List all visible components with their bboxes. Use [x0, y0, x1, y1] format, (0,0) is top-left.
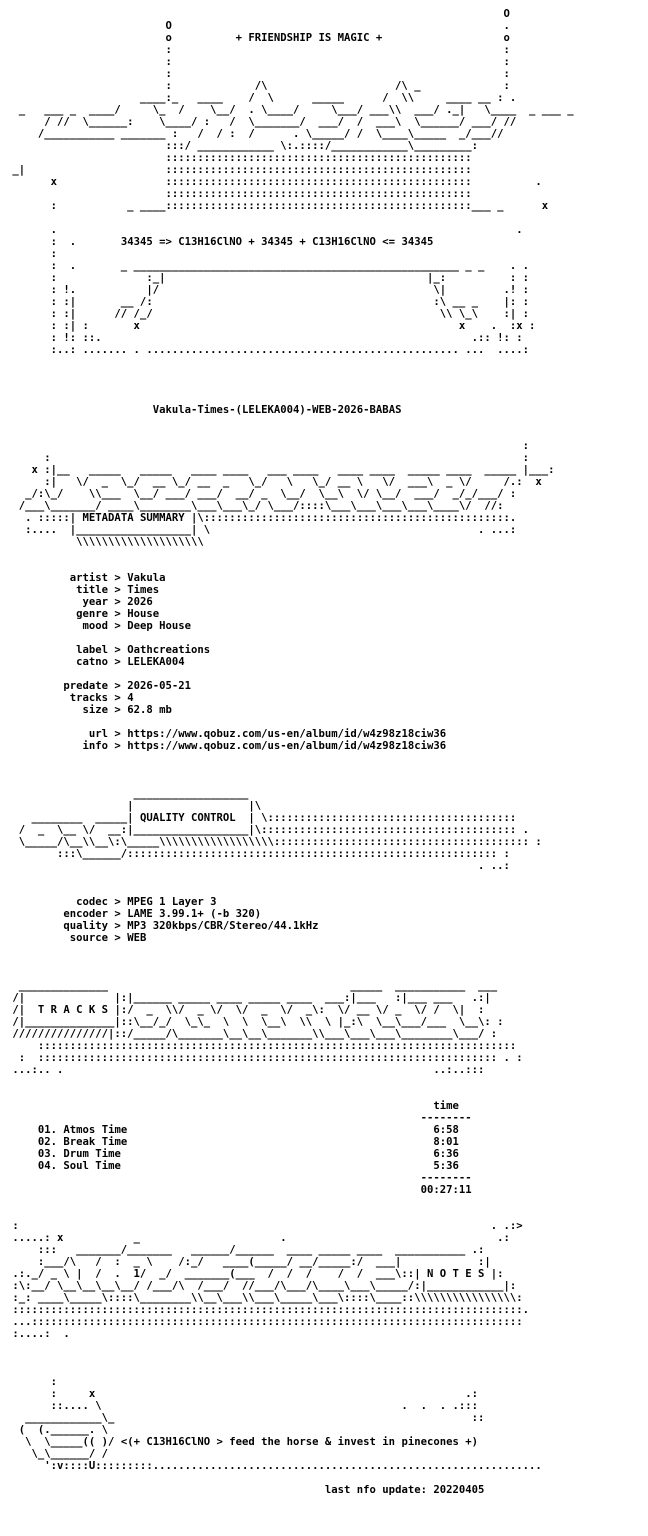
- art-line: ____:_ ____ / \ _____ / \\ ____ __ : .: [6, 92, 517, 104]
- art-line: [6, 956, 574, 968]
- metadata-row: artist > Vakula: [6, 572, 166, 584]
- art-line: :::/ ____________ \:.::::/____________\_________:: [6, 140, 478, 152]
- art-line: / // \______: \____/ : / \_______/ ___/ / ___\ \______/ ___/ //: [6, 116, 517, 128]
- art-line: :....: .: [6, 1328, 70, 1340]
- art-line: --------: [6, 1172, 472, 1184]
- art-line: ( (.______. \: [6, 1424, 109, 1436]
- art-line: [6, 1352, 574, 1364]
- art-line: : :: [6, 452, 529, 464]
- art-line: [6, 356, 574, 368]
- art-line: : _ ____::::::::::::::::::::::::::::::::::::::::::::::::___ _ x: [6, 200, 549, 212]
- art-line: :_: ____\_____\::::\________\\__\___\\___\_____\___\::::\____::\\\\\\\\\\\\\\\\:: [6, 1292, 523, 1304]
- art-line: .:._/ _ \ | / . 1/ _/ _______(___ / / / / / ___\::| N O T E S |:: [6, 1268, 504, 1280]
- art-line: [6, 884, 574, 896]
- art-line: [6, 548, 574, 560]
- metadata-row: catno > LELEKA004: [6, 656, 185, 668]
- art-line: o + FRIENDSHIP IS MAGIC + o: [6, 32, 510, 44]
- art-line: [6, 764, 574, 776]
- art-line: :___/\ / : _ \ /:_/ ____(_____/ __/_____:/ ___| :|: [6, 1256, 491, 1268]
- art-line: [6, 716, 574, 728]
- time-header: time: [433, 1100, 459, 1112]
- art-line: ::::::::::::::::::::::::::::::::::::::::::::::::: [6, 152, 472, 164]
- art-line: ///////////////|::/_____/\_______\__\__\_______\\___\___\___\________\___/ :: [6, 1028, 498, 1040]
- art-line: [6, 1340, 574, 1352]
- total-time-line: [6, 1184, 574, 1196]
- art-line: ________ _____| QUALITY CONTROL | \:::::::::::::::::::::::::::::::::::::::: [6, 812, 517, 824]
- art-line: : /\ /\ _ :: [6, 80, 510, 92]
- art-line: _ ___ _ ____/ \_ / \__/ . \____/ \___/ ___\\ ___/ ._| \____ _ ___ _: [6, 104, 574, 116]
- art-line: . .: [6, 224, 523, 236]
- art-line: : :| : x x . :x :: [6, 320, 536, 332]
- notes-section-title: N O T E S: [426, 1268, 485, 1280]
- metadata-row: url > https://www.qobuz.com/us-en/album/id/w4z98z18ciw36: [6, 728, 447, 740]
- art-line: : :: [6, 68, 510, 80]
- metadata-row: info > https://www.qobuz.com/us-en/album/id/w4z98z18ciw36: [6, 740, 447, 752]
- art-line: | |\: [6, 800, 262, 812]
- release-name-line: [6, 404, 574, 416]
- art-line: [6, 668, 574, 680]
- art-line: ::::::::::::::::::::::::::::::::::::::::::::::::: [6, 188, 472, 200]
- formula-line: 34345 => C13H16ClNO + 34345 + C13H16ClNO <= 34345: [120, 236, 434, 248]
- art-line: [6, 560, 574, 572]
- art-line: [6, 632, 574, 644]
- quality-section-title: QUALITY CONTROL: [139, 812, 236, 824]
- time-header-line: [6, 1100, 574, 1112]
- art-line: [6, 368, 574, 380]
- art-line: [6, 392, 574, 404]
- art-line: --------: [6, 1112, 472, 1124]
- total-time: 00:27:11: [420, 1184, 472, 1196]
- art-line: [6, 1364, 574, 1376]
- art-line: ::: _______/_______ ______/______ ____ _____ ____ ___________ .:: [6, 1244, 485, 1256]
- art-line: __________________: [6, 788, 249, 800]
- footer-message-line: \ \_____(( )/ <(+ C13H16ClNO > feed the horse & invest in pinecones +): [6, 1436, 478, 1448]
- quality-row: quality > MP3 320kbps/CBR/Stereo/44.1kHz: [6, 920, 319, 932]
- art-line: : :| __ /: :\ __ _ |: :: [6, 296, 529, 308]
- art-line: [6, 944, 574, 956]
- art-line: /| T R A C K S |:/ _ \\/ _ \/ \/ _ \/ _\: \/ __ \/ _ \/ / \| :: [6, 1004, 485, 1016]
- nfo-document: [6, 8, 574, 1496]
- art-line: /___\_______/ ____\________\___\___\_/ \___/::::\___\___\___\___\____\/ //:: [6, 500, 504, 512]
- art-line: :..: ....... . ................................................. ... ....:: [6, 344, 529, 356]
- track-row: 04. Soul Time 5:36: [37, 1160, 459, 1172]
- art-line: x :::::::::::::::::::::::::::::::::::::::::::::::: .: [6, 176, 542, 188]
- art-line: _/:\_/ \\___ \__/ ___/ ___/ __/ _ \__/ \__\ \/ \__/ ___/ _/_/___/ :: [6, 488, 517, 500]
- art-line: O: [6, 8, 510, 20]
- metadata-row: mood > Deep House: [6, 620, 191, 632]
- art-line: \_____/\__\\__\:\_____\\\\\\\\\\\\\\\\\\:::::::::::::::::::::::::::::::::::::::: :: [6, 836, 542, 848]
- info-link[interactable]: https://www.qobuz.com/us-en/album/id/w4z98z18ciw36: [127, 740, 447, 752]
- art-line: [6, 1472, 574, 1484]
- metadata-row: predate > 2026-05-21: [6, 680, 191, 692]
- art-line: : :: [6, 56, 510, 68]
- art-line: ____________\_ ::: [6, 1412, 485, 1424]
- art-line: ::.... \ . . . .:::: [6, 1400, 478, 1412]
- last-update: last nfo update: 20220405: [324, 1484, 485, 1496]
- art-line: ':v::::U:::::::::.............................................................: [6, 1460, 542, 1472]
- art-line: [6, 1088, 574, 1100]
- art-line: ::::::::::::::::::::::::::::::::::::::::::::::::::::::::::::::::::::::::::::::::.: [6, 1304, 529, 1316]
- art-line: [6, 1076, 574, 1088]
- track-row: 03. Drum Time 6:36: [37, 1148, 459, 1160]
- tracks-section-title: T R A C K S: [37, 1004, 109, 1016]
- art-line: :::\______/:::::::::::::::::::::::::::::::::::::::::::::::::::::::::: :: [6, 848, 510, 860]
- metadata-row: size > 62.8 mb: [6, 704, 172, 716]
- art-line: [6, 212, 574, 224]
- track-row: 02. Break Time 8:01: [37, 1136, 459, 1148]
- art-line: : . .:>: [6, 1220, 523, 1232]
- art-line: [6, 776, 574, 788]
- art-line: : x .:: [6, 1388, 478, 1400]
- quality-row: source > WEB: [6, 932, 147, 944]
- release-name: Vakula-Times-(LELEKA004)-WEB-2026-BABAS: [152, 404, 402, 416]
- art-line: :: [6, 248, 58, 260]
- art-line: :::::::::::::::::::::::::::::::::::::::::::::::::::::::::::::::::::::::::::: [6, 1040, 517, 1052]
- art-line: :.... |__________________| \ . ...:: [6, 524, 517, 536]
- art-line: [6, 1196, 574, 1208]
- quality-row: encoder > LAME 3.99.1+ (-b 320): [6, 908, 262, 920]
- art-line: [6, 1208, 574, 1220]
- art-line: /| |:|______ _____ ____ _____ ____ ___:|___ :|___ ___ .:|: [6, 992, 491, 1004]
- art-line: : :::::::::::::::::::::::::::::::::::::::::::::::::::::::::::::::::::::::: . :: [6, 1052, 523, 1064]
- art-line: /___________ _______ : / / : / . \_____/ / \____\_____ _/___//: [6, 128, 504, 140]
- art-line: [6, 872, 574, 884]
- art-line: O .: [6, 20, 510, 32]
- art-line: . ..:: [6, 860, 510, 872]
- art-line: [6, 428, 574, 440]
- art-line: [6, 968, 574, 980]
- metadata-row: year > 2026: [6, 596, 153, 608]
- metadata-row: label > Oathcreations: [6, 644, 211, 656]
- art-line: [6, 380, 574, 392]
- footer-message: <(+ C13H16ClNO > feed the horse & invest in pinecones +): [120, 1436, 478, 1448]
- art-line: [6, 416, 574, 428]
- metadata-row: title > Times: [6, 584, 160, 596]
- art-line: : !. |/ \| .! :: [6, 284, 529, 296]
- art-line: . :::::| METADATA SUMMARY |\::::::::::::::::::::::::::::::::::::::::::::::::.: [6, 512, 517, 524]
- art-line: :| \/ _ \_/ __ \_/ __ _ \_/ \ \_/ __ \ \/ ___\ _ \/ /.: x: [6, 476, 542, 488]
- art-line: : :: [6, 44, 510, 56]
- art-line: : . _ ___________________________________________________ _ _ . .: [6, 260, 529, 272]
- metadata-row: tracks > 4: [6, 692, 134, 704]
- art-line: : :_| |_: : :: [6, 272, 529, 284]
- art-line: ______________ _____ ___________ ___: [6, 980, 498, 992]
- art-line: /|______________|::\__/_/ \_\_ \ \ \__\ \\ \ |_:\ \__\___/___ \__\: :: [6, 1016, 504, 1028]
- quality-row: codec > MPEG 1 Layer 3: [6, 896, 217, 908]
- art-line: \_\______/ /: [6, 1448, 109, 1460]
- art-line: / _ \__ \/ __:|__________________|\:::::::::::::::::::::::::::::::::::::::: .: [6, 824, 529, 836]
- art-line: : !: ::. .:: !: :: [6, 332, 523, 344]
- art-line: :: [6, 1376, 58, 1388]
- art-line: :\:__/ \__\__\__\__/ /___/\ /___/ //___/\___/\____\___\_____/:|____________|:: [6, 1280, 517, 1292]
- art-line: [6, 752, 574, 764]
- metadata-section-title: METADATA SUMMARY: [82, 512, 185, 524]
- art-line: ...:::::::::::::::::::::::::::::::::::::::::::::::::::::::::::::::::::::::::::::: [6, 1316, 523, 1328]
- art-line: x :|__ _____ _____ ____ ____ ___ ____ ____ ____ _____ ____ _____ |___:: [6, 464, 555, 476]
- track-row: 01. Atmos Time 6:58: [37, 1124, 459, 1136]
- art-line: _| ::::::::::::::::::::::::::::::::::::::::::::::::: [6, 164, 472, 176]
- art-line: ...:.. . ..:..:::: [6, 1064, 485, 1076]
- art-line: :: [6, 440, 529, 452]
- last-update-line: [6, 1484, 574, 1496]
- url-link[interactable]: https://www.qobuz.com/us-en/album/id/w4z98z18ciw36: [127, 728, 447, 740]
- art-line: : . 34345 => C13H16ClNO + 34345 + C13H16ClNO <= 34345: [6, 236, 434, 248]
- art-line: .....: x _ . .:: [6, 1232, 510, 1244]
- metadata-row: genre > House: [6, 608, 160, 620]
- art-line: : :| // /_/ \\ \_\ :| :: [6, 308, 529, 320]
- tagline: + FRIENDSHIP IS MAGIC +: [235, 32, 383, 44]
- art-line: \\\\\\\\\\\\\\\\\\\\: [6, 536, 204, 548]
